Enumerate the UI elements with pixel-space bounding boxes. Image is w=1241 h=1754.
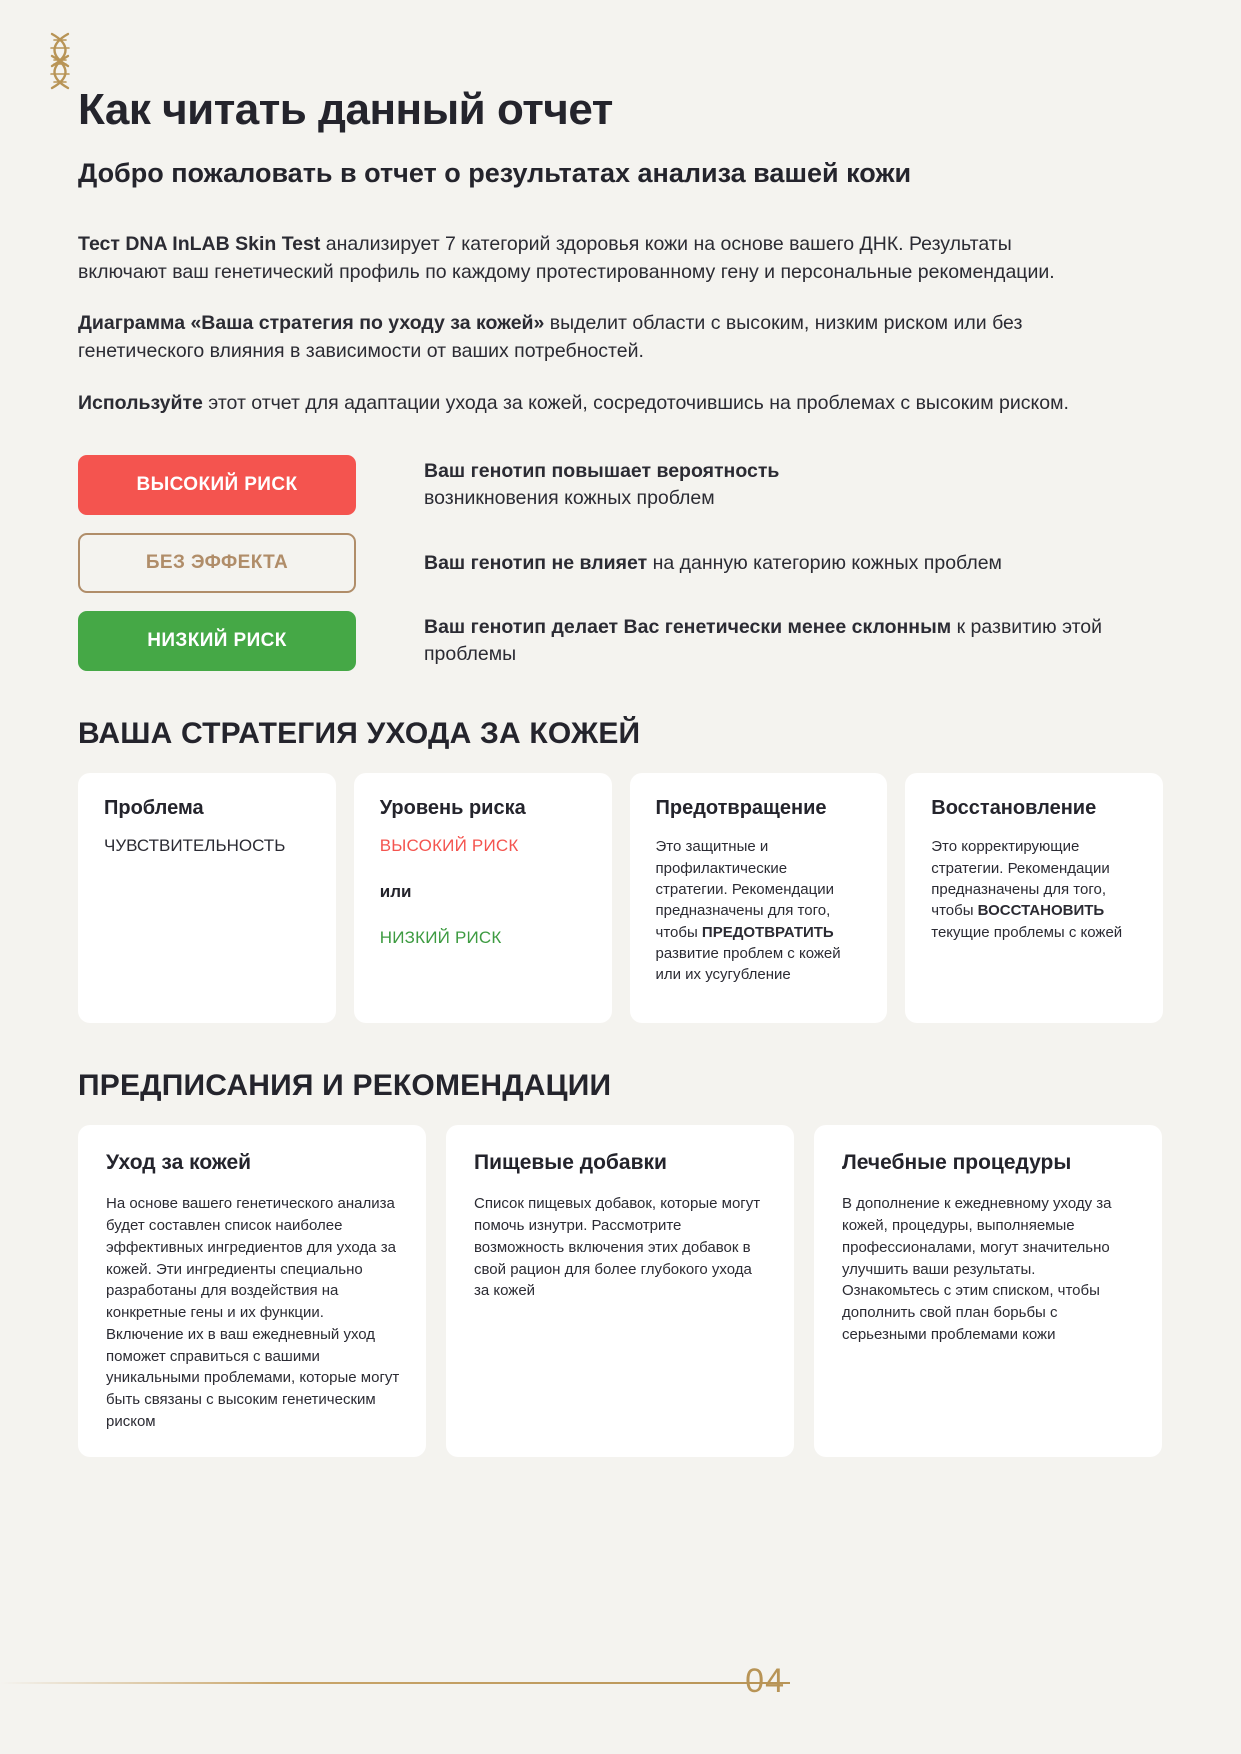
intro-paragraph-1-rest: анализирует 7 категорий здоровья кожи на основе вашего ДНК. Результаты включают ваш генетический профиль по каждому протестированному гену и персональные рекомендации.: [78, 232, 1055, 283]
strategy-card-restoration-body-2: текущие проблемы с кожей: [931, 923, 1123, 941]
legend-row-no-effect: [78, 533, 1163, 593]
legend-text-low-risk-rest: к развитию этой проблемы: [424, 616, 1103, 666]
strategy-card-restoration-body-1: Это корректирующие стратегии. Рекомендации предназначены для того, чтобы: [931, 838, 1110, 920]
strategy-card-restoration-body: [931, 836, 1139, 942]
recommendations-card-list: [78, 1125, 1163, 1456]
badge-no-effect: БЕЗ ЭФФЕКТА: [78, 533, 356, 593]
strategy-card-risk-low: НИЗКИЙ РИСК: [379, 928, 502, 948]
legend-text-low-risk: [424, 614, 1144, 668]
strategy-card-risk-level-title: Уровень риска: [379, 797, 526, 820]
recommendation-card-supplements-body: Список пищевых добавок, которые могут помочь изнутри. Рассмотрите возможность включения этих добавок в свой рацион для более глубокого ухода за кожей: [474, 1195, 761, 1300]
intro-paragraph-3-bold: Используйте: [78, 391, 203, 414]
page-subtitle: Добро пожаловать в отчет о результатах анализа вашей кожи: [78, 158, 912, 189]
strategy-card-risk-or: или: [379, 882, 412, 902]
strategy-card-prevention-body: [656, 836, 864, 985]
strategy-card-risk-high: ВЫСОКИЙ РИСК: [379, 836, 519, 856]
strategy-card-problem-value: ЧУВСТВИТЕЛЬНОСТЬ: [104, 836, 286, 856]
recommendation-card-skincare-title: Уход за кожей: [106, 1151, 252, 1175]
content-column: [78, 86, 1163, 1457]
recommendation-card-skincare-body: На основе вашего генетического анализа будет составлен список наиболее эффективных ингредиентов для ухода за кожей. Эти ингредиенты специально разработаны для воздействия на конкретные гены и их функции. Включение их в ваш ежедневный уход поможет справиться с вашими уникальными проблемами, которые могут быть связаны с высоким генетическим риском: [106, 1195, 400, 1430]
recommendation-card-treatments: [814, 1125, 1162, 1456]
legend-text-no-effect-bold: Ваш генотип не влияет: [424, 551, 648, 574]
recommendation-card-supplements: [446, 1125, 794, 1456]
strategy-card-prevention: [630, 773, 888, 1023]
page-number: 04: [745, 1662, 785, 1700]
recommendation-card-treatments-title: Лечебные процедуры: [842, 1151, 1072, 1175]
strategy-card-risk-level: [354, 773, 612, 1023]
intro-paragraph-3-rest: этот отчет для адаптации ухода за кожей, сосредоточившись на проблемах с высоким риском.: [202, 391, 1069, 414]
recommendations-heading: ПРЕДПИСАНИЯ И РЕКОМЕНДАЦИИ: [78, 1069, 612, 1103]
strategy-card-prevention-title: Предотвращение: [655, 797, 827, 820]
intro-paragraph-2-rest: выделит области с высоким, низким риском или без генетического влияния в зависимости от ваших потребностей.: [78, 312, 1023, 362]
legend-row-high-risk: [78, 455, 1163, 515]
intro-paragraph-1: [78, 231, 1088, 286]
intro-paragraph-1-bold: Тест DNA InLAB Skin Test: [78, 232, 321, 255]
recommendation-card-skincare: [78, 1125, 426, 1456]
strategy-card-problem: [78, 773, 336, 1023]
dna-helix-icon: [38, 30, 84, 92]
intro-paragraph-3: [78, 390, 1088, 418]
strategy-card-prevention-body-1: Это защитные и профилактические стратегии. Рекомендации предназначены для того, чтобы: [655, 838, 834, 941]
legend-text-no-effect: [424, 550, 1002, 577]
page-title: Как читать данный отчет: [78, 85, 613, 134]
recommendation-card-supplements-title: Пищевые добавки: [474, 1151, 667, 1175]
intro-paragraph-2: [78, 310, 1088, 365]
footer-divider: [0, 1682, 790, 1684]
risk-legend: [78, 455, 1163, 671]
badge-high-risk: ВЫСОКИЙ РИСК: [78, 455, 356, 515]
strategy-heading: ВАША СТРАТЕГИЯ УХОДА ЗА КОЖЕЙ: [78, 717, 641, 751]
legend-row-low-risk: [78, 611, 1163, 671]
strategy-card-restoration-body-bold: ВОССТАНОВИТЬ: [977, 902, 1105, 920]
strategy-card-prevention-body-2: развитие проблем с кожей или их усугубление: [655, 944, 841, 984]
page-footer: [0, 1662, 1241, 1702]
strategy-card-list: [78, 773, 1163, 1023]
legend-text-no-effect-rest: на данную категорию кожных проблем: [647, 551, 1002, 574]
legend-text-low-risk-bold: Ваш генотип делает Вас генетически менее склонным: [424, 616, 952, 639]
legend-text-high-risk: [424, 458, 779, 512]
recommendation-card-treatments-body: В дополнение к ежедневному уходу за кожей, процедуры, выполняемые профессионалами, могут значительно улучшить ваши результаты. Ознакомьтесь с этим списком, чтобы дополнить свой план борьбы с серьезными проблемами кожи: [842, 1195, 1112, 1343]
legend-text-high-risk-rest: возникновения кожных проблем: [424, 487, 715, 510]
badge-low-risk: НИЗКИЙ РИСК: [78, 611, 356, 671]
legend-text-high-risk-bold: Ваш генотип повышает вероятность: [424, 460, 780, 483]
strategy-card-restoration-title: Восстановление: [931, 797, 1097, 820]
strategy-card-restoration: [905, 773, 1163, 1023]
strategy-card-prevention-body-bold: ПРЕДОТВРАТИТЬ: [701, 923, 834, 941]
strategy-card-problem-title: Проблема: [104, 797, 204, 820]
intro-paragraph-2-bold: Диаграмма «Ваша стратегия по уходу за кожей»: [78, 312, 545, 335]
